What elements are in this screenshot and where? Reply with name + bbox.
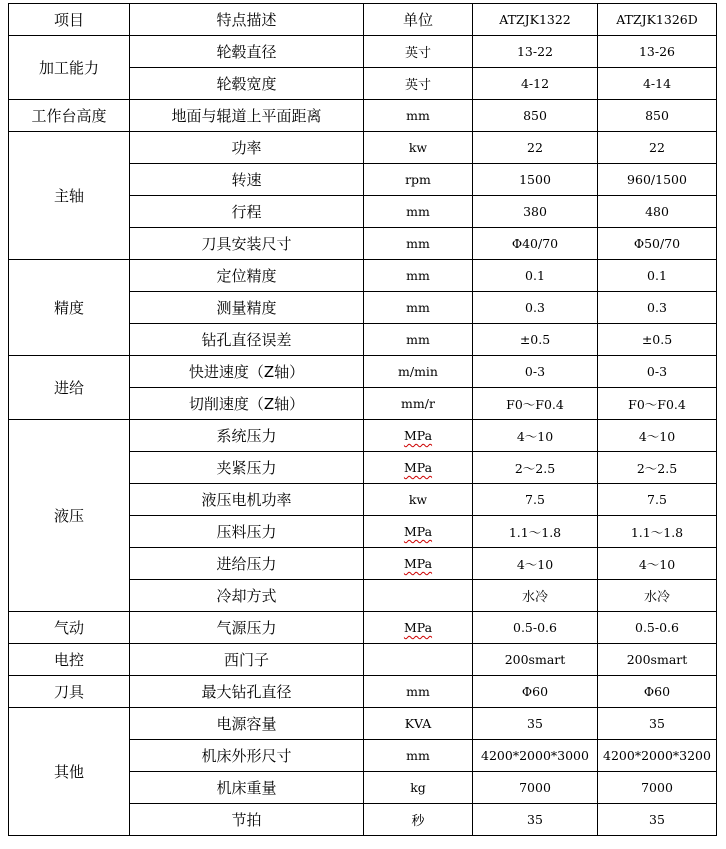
unit-cell: mm/r [364, 388, 473, 420]
feature-cell: 液压电机功率 [130, 484, 364, 516]
feature-cell: 测量精度 [130, 292, 364, 324]
unit-cell: mm [364, 676, 473, 708]
group-label: 主轴 [9, 132, 130, 260]
model-1-value-cell: 13-22 [473, 36, 598, 68]
unit-cell: mm [364, 228, 473, 260]
unit-cell [364, 644, 473, 676]
model-2-value-cell: 850 [598, 100, 717, 132]
unit-cell [364, 420, 473, 452]
model-2-value-cell: 4200*2000*3200 [598, 740, 717, 772]
model-2-value-cell: 2～2.5 [598, 452, 717, 484]
table-row [9, 132, 717, 164]
unit-cell [364, 452, 473, 484]
unit-cell: mm [364, 260, 473, 292]
unit-text: MPa [403, 460, 433, 475]
unit-cell: kw [364, 132, 473, 164]
model-1-value-cell: 1.1～1.8 [473, 516, 598, 548]
model-2-value-cell: 0.5-0.6 [598, 612, 717, 644]
spec-table [8, 3, 717, 836]
unit-cell: mm [364, 292, 473, 324]
model-2-value-cell: 4～10 [598, 548, 717, 580]
group-label: 工作台高度 [9, 100, 130, 132]
model-2-value-cell: F0～F0.4 [598, 388, 717, 420]
model-2-value-cell: 水冷 [598, 580, 717, 612]
feature-cell: 系统压力 [130, 420, 364, 452]
unit-text: MPa [403, 524, 433, 539]
unit-cell: kg [364, 772, 473, 804]
table-row [9, 420, 717, 452]
feature-cell: 地面与辊道上平面距离 [130, 100, 364, 132]
model-2-value-cell: 22 [598, 132, 717, 164]
group-label: 电控 [9, 644, 130, 676]
model-2-value-cell: 7000 [598, 772, 717, 804]
model-1-value-cell: 水冷 [473, 580, 598, 612]
header-model-2: ATZJK1326D [598, 4, 717, 36]
model-2-value-cell: 0.1 [598, 260, 717, 292]
feature-cell: 进给压力 [130, 548, 364, 580]
group-label: 加工能力 [9, 36, 130, 100]
unit-cell [364, 580, 473, 612]
group-label: 进给 [9, 356, 130, 420]
model-1-value-cell: Φ60 [473, 676, 598, 708]
model-2-value-cell: 35 [598, 804, 717, 836]
unit-cell: mm [364, 196, 473, 228]
group-label: 气动 [9, 612, 130, 644]
unit-cell: 秒 [364, 804, 473, 836]
model-1-value-cell: 380 [473, 196, 598, 228]
model-1-value-cell: 7.5 [473, 484, 598, 516]
model-1-value-cell: 1500 [473, 164, 598, 196]
feature-cell: 冷却方式 [130, 580, 364, 612]
unit-cell [364, 612, 473, 644]
feature-cell: 钻孔直径误差 [130, 324, 364, 356]
spec-table-body [9, 4, 717, 836]
feature-cell: 压料压力 [130, 516, 364, 548]
model-2-value-cell: 0-3 [598, 356, 717, 388]
feature-cell: 轮毂直径 [130, 36, 364, 68]
model-1-value-cell: 22 [473, 132, 598, 164]
model-1-value-cell: 4-12 [473, 68, 598, 100]
group-label: 其他 [9, 708, 130, 836]
model-2-value-cell: 480 [598, 196, 717, 228]
feature-cell: 电源容量 [130, 708, 364, 740]
model-2-value-cell: 200smart [598, 644, 717, 676]
model-1-value-cell: 0.1 [473, 260, 598, 292]
feature-cell: 最大钻孔直径 [130, 676, 364, 708]
model-1-value-cell: 850 [473, 100, 598, 132]
unit-cell [364, 548, 473, 580]
table-row [9, 260, 717, 292]
feature-cell: 功率 [130, 132, 364, 164]
group-label: 刀具 [9, 676, 130, 708]
unit-cell: rpm [364, 164, 473, 196]
feature-cell: 定位精度 [130, 260, 364, 292]
feature-cell: 切削速度（Z轴） [130, 388, 364, 420]
model-1-value-cell: 0.5-0.6 [473, 612, 598, 644]
feature-cell: 夹紧压力 [130, 452, 364, 484]
model-2-value-cell: Φ60 [598, 676, 717, 708]
feature-cell: 转速 [130, 164, 364, 196]
feature-cell: 刀具安装尺寸 [130, 228, 364, 260]
feature-cell: 快进速度（Z轴） [130, 356, 364, 388]
unit-text: MPa [403, 620, 433, 635]
model-2-value-cell: 0.3 [598, 292, 717, 324]
model-1-value-cell: 35 [473, 804, 598, 836]
unit-cell: 英寸 [364, 68, 473, 100]
feature-cell: 机床外形尺寸 [130, 740, 364, 772]
header-unit: 单位 [364, 4, 473, 36]
model-2-value-cell: 13-26 [598, 36, 717, 68]
feature-cell: 轮毂宽度 [130, 68, 364, 100]
model-1-value-cell: 2～2.5 [473, 452, 598, 484]
unit-text: MPa [403, 556, 433, 571]
unit-cell: mm [364, 100, 473, 132]
model-1-value-cell: Φ40/70 [473, 228, 598, 260]
table-row [9, 100, 717, 132]
model-1-value-cell: F0～F0.4 [473, 388, 598, 420]
header-model-1: ATZJK1322 [473, 4, 598, 36]
model-1-value-cell: ±0.5 [473, 324, 598, 356]
model-2-value-cell: 1.1～1.8 [598, 516, 717, 548]
header-item: 项目 [9, 4, 130, 36]
unit-cell: 英寸 [364, 36, 473, 68]
unit-cell: kw [364, 484, 473, 516]
model-1-value-cell: 4～10 [473, 420, 598, 452]
feature-cell: 西门子 [130, 644, 364, 676]
feature-cell: 机床重量 [130, 772, 364, 804]
table-row [9, 676, 717, 708]
table-row [9, 36, 717, 68]
model-2-value-cell: 4～10 [598, 420, 717, 452]
group-label: 液压 [9, 420, 130, 612]
header-row [9, 4, 717, 36]
feature-cell: 节拍 [130, 804, 364, 836]
model-2-value-cell: 35 [598, 708, 717, 740]
model-2-value-cell: 4-14 [598, 68, 717, 100]
table-row [9, 612, 717, 644]
model-1-value-cell: 0-3 [473, 356, 598, 388]
table-row [9, 356, 717, 388]
header-feature: 特点描述 [130, 4, 364, 36]
feature-cell: 行程 [130, 196, 364, 228]
unit-cell: m/min [364, 356, 473, 388]
model-1-value-cell: 4200*2000*3000 [473, 740, 598, 772]
feature-cell: 气源压力 [130, 612, 364, 644]
unit-cell: KVA [364, 708, 473, 740]
model-2-value-cell: 960/1500 [598, 164, 717, 196]
model-1-value-cell: 35 [473, 708, 598, 740]
group-label: 精度 [9, 260, 130, 356]
table-row [9, 644, 717, 676]
table-row [9, 708, 717, 740]
model-1-value-cell: 0.3 [473, 292, 598, 324]
model-2-value-cell: Φ50/70 [598, 228, 717, 260]
unit-cell: mm [364, 324, 473, 356]
model-1-value-cell: 200smart [473, 644, 598, 676]
unit-cell: mm [364, 740, 473, 772]
model-2-value-cell: 7.5 [598, 484, 717, 516]
unit-text: MPa [403, 428, 433, 443]
model-1-value-cell: 4～10 [473, 548, 598, 580]
model-1-value-cell: 7000 [473, 772, 598, 804]
unit-cell [364, 516, 473, 548]
model-2-value-cell: ±0.5 [598, 324, 717, 356]
